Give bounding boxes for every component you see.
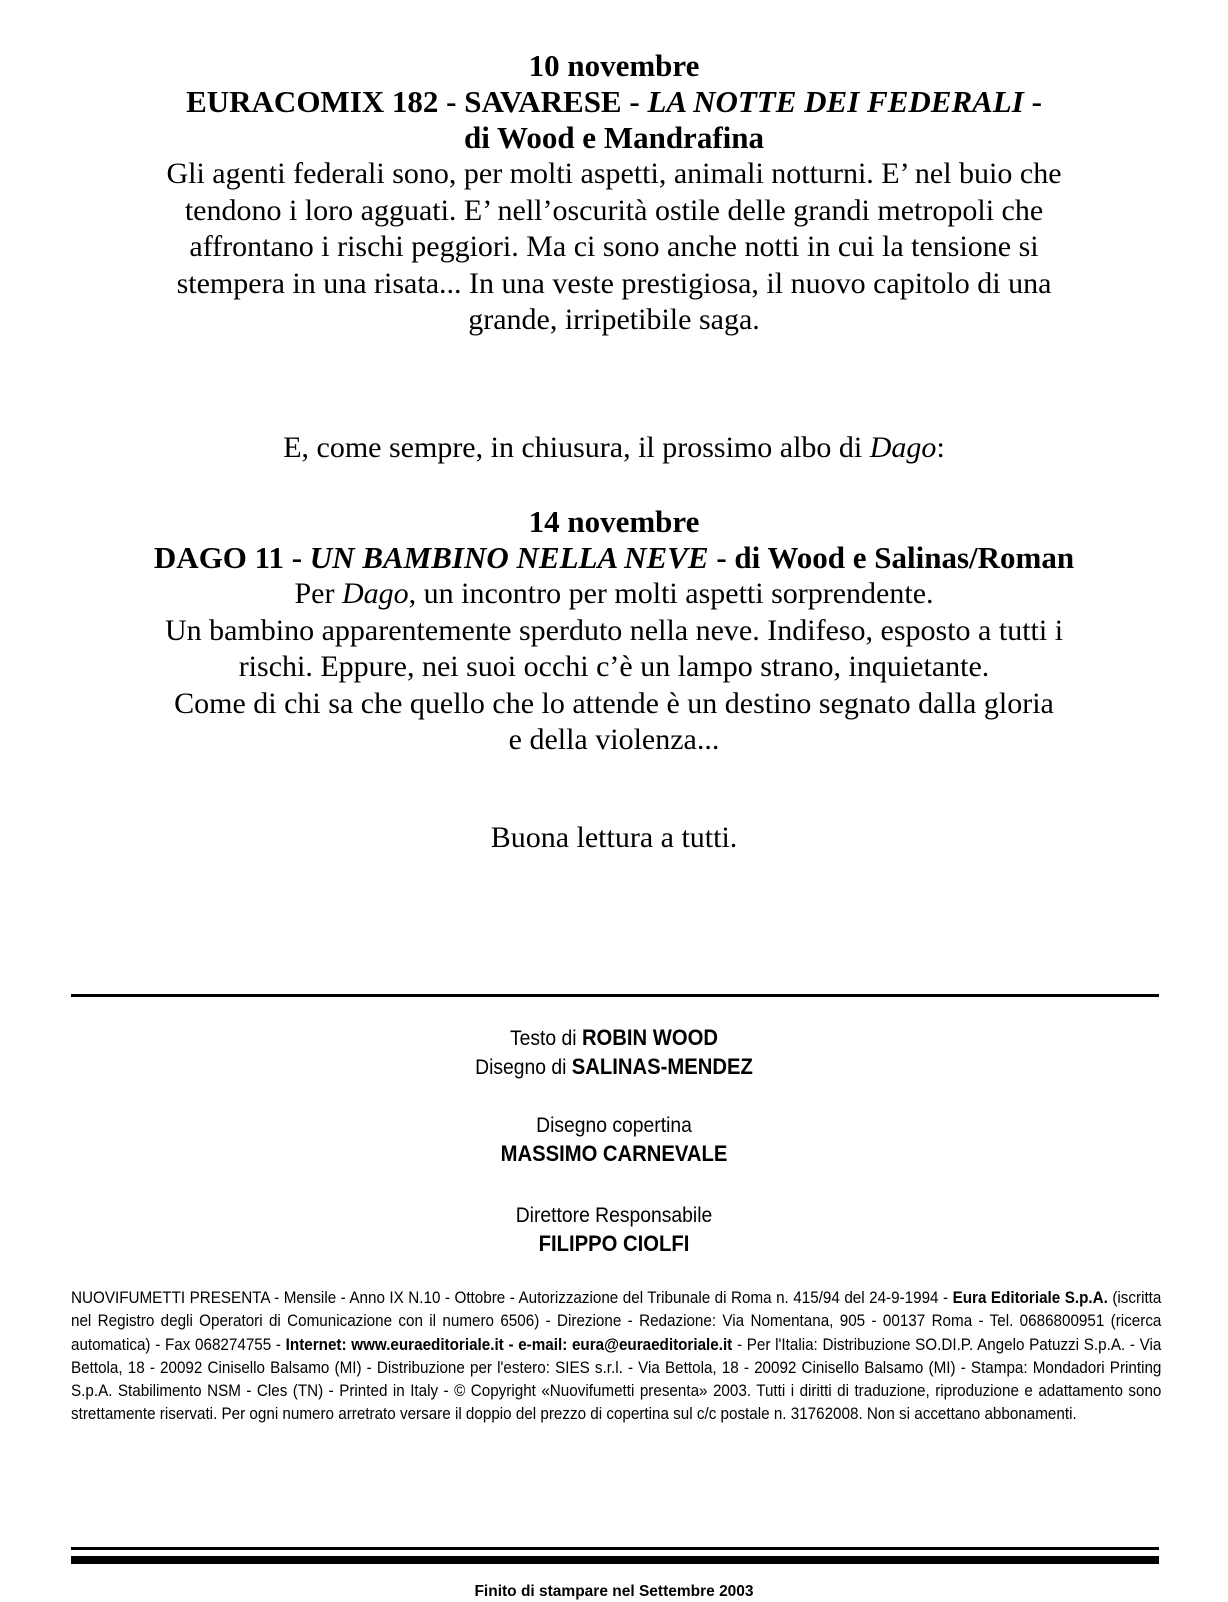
description-line: rischi. Eppure, nei suoi occhi c’è un lampo strano, inquietante. — [238, 650, 990, 683]
writer-name: ROBIN WOOD — [581, 1025, 719, 1050]
issue-title: DAGO 11 - UN BAMBINO NELLA NEVE - di Wood e Salinas/Roman — [153, 540, 1075, 575]
divider — [71, 1547, 1159, 1550]
director-name: FILIPPO CIOLFI — [538, 1231, 690, 1256]
credits-director: Direttore Responsabile FILIPPO CIOLFI — [49, 1202, 1179, 1258]
release-date: 10 novembre — [528, 48, 700, 83]
description-line: e della violenza... — [508, 723, 720, 756]
description-line: tendono i loro agguati. E’ nell’oscurità ostile delle grandi metropoli che — [184, 193, 1044, 227]
announcement-dago — [0, 504, 1228, 759]
divider — [71, 994, 1159, 997]
credits-cover: Disegno copertina MASSIMO CARNEVALE — [49, 1112, 1179, 1168]
announcement-euracomix — [0, 48, 1228, 339]
issue-title: EURACOMIX 182 - SAVARESE - LA NOTTE DEI FEDERALI - — [186, 84, 1042, 119]
issue-authors: di Wood e Mandrafina — [463, 120, 764, 155]
legal-imprint: NUOVIFUMETTI PRESENTA - Mensile - Anno IX N.10 - Ottobre - Autorizzazione del Tribunale di Roma n. 415/94 del 24-9-1994 - Eura Editoriale S.p.A. (iscritta nel Registro degli Operatori di Comunicazione con il numero 6506) - Direzione - Redazione: Via Nomentana, 905 - 00137 Roma - Tel. 0686800951 (ricerca automatica) - Fax 068274755 - Internet: www.euraeditoriale.it - e-mail: eura@euraeditoriale.it - Per l'Italia: Distribuzione SO.DI.P. Angelo Patuzzi S.p.A. - Via Bettola, 18 - 20092 Cinisello Balsamo (MI) - Distribuzione per l'estero: SIES s.r.l. - Via Bettola, 18 - 20092 Cinisello Balsamo (MI) - Stampa: Mondadori Printing S.p.A. Stabilimento NSM - Cles (TN) - Printed in Italy - © Copyright «Nuovifumetti presenta» 2003. Tutti i diritti di traduzione, riproduzione e adattamento sono strettamente riservati. Per ogni numero arretrato versare il doppio del prezzo di copertina sul c/c postale n. 31762008. Non si accettano abbonamenti. — [71, 1289, 1162, 1424]
greeting: Buona lettura a tutti. — [490, 821, 738, 854]
closing-intro: E, come sempre, in chiusura, il prossimo albo di Dago: — [283, 431, 945, 464]
issue-description — [64, 576, 1164, 759]
issue-description — [74, 156, 1154, 339]
description-line: stempera in una risata... In una veste prestigiosa, il nuovo capitolo di una — [176, 266, 1052, 300]
print-date: Finito di stampare nel Settembre 2003 — [474, 1583, 754, 1600]
release-date: 14 novembre — [528, 504, 700, 539]
divider-thick — [71, 1556, 1159, 1564]
description-line: Gli agenti federali sono, per molti aspetti, animali notturni. E’ nel buio che — [166, 157, 1062, 190]
description-line: Un bambino apparentemente sperduto nella neve. Indifeso, esposto a tutti i — [164, 613, 1064, 647]
description-line: affrontano i rischi peggiori. Ma ci sono anche notti in cui la tensione si — [189, 230, 1039, 263]
description-line: Per Dago, un incontro per molti aspetti sorprendente. — [294, 577, 934, 610]
description-line: grande, irripetibile saga. — [468, 303, 760, 336]
credits-authors: Testo di ROBIN WOOD Disegno di SALINAS-MENDEZ — [475, 1025, 753, 1079]
cover-artist-name: MASSIMO CARNEVALE — [500, 1141, 728, 1166]
description-line: Come di chi sa che quello che lo attende è un destino segnato dalla gloria — [174, 686, 1054, 720]
artist-name: SALINAS-MENDEZ — [571, 1054, 753, 1079]
